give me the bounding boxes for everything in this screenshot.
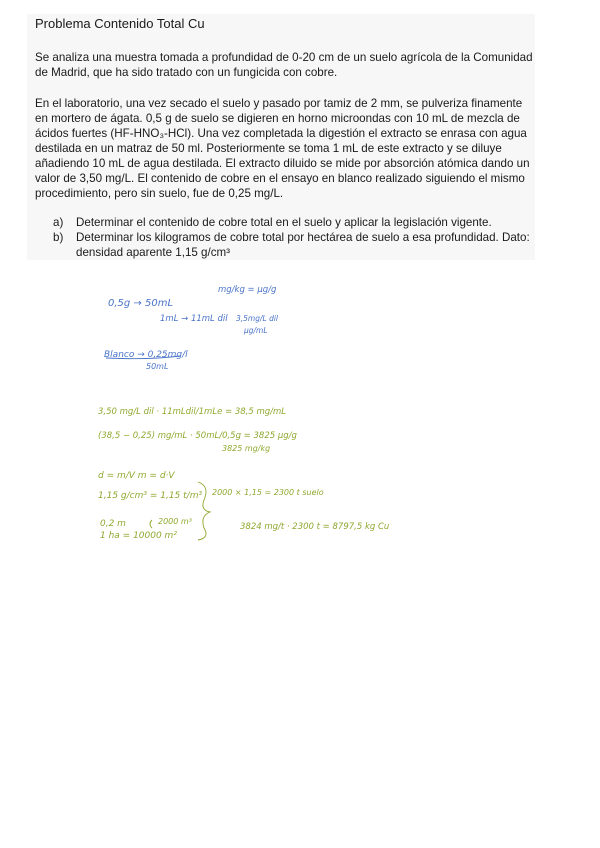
hw-calc-1: 3,50 mg/L dil · 11mLdil/1mLe = 38,5 mg/mL — [98, 407, 287, 417]
hw-density-value: 1,15 g/cm³ = 1,15 t/m³ — [98, 491, 203, 501]
hw-volume: 2000 m³ — [158, 517, 192, 526]
question-letter: a) — [53, 216, 64, 229]
question-text: Determinar el contenido de cobre total en el suelo y aplicar la legislación vigente. — [76, 216, 492, 229]
hw-blank-volume: 50mL — [146, 362, 169, 371]
question-letter: b) — [53, 231, 64, 244]
hw-density-formula: d = m/V m = d·V — [98, 471, 175, 481]
hw-result: 3825 mg/kg — [222, 444, 271, 453]
hw-calc-2: (38,5 − 0,25) mg/mL · 50mL/0,5g = 3825 µg/g — [98, 431, 297, 441]
hw-depth: 0,2 m — [100, 519, 126, 529]
hw-hectare: 1 ha = 10000 m² — [100, 531, 177, 541]
hw-small-brace — [150, 520, 152, 528]
hw-soil-mass: 2000 × 1,15 = 2300 t suelo — [212, 488, 324, 497]
paragraph-intro: Se analiza una muestra tomada a profundidad de 0-20 cm de un suelo agrícola de la Comunidad de Madrid, que ha sido tratado con un fungicida con cobre. — [35, 51, 533, 79]
hw-unit: µg/mL — [244, 326, 268, 335]
hw-sample-volume: 0,5g → 50mL — [108, 298, 174, 309]
hw-final-result: 3824 mg/t · 2300 t = 8797,5 kg Cu — [240, 522, 390, 532]
question-text: Determinar los kilogramos de cobre total por hectárea de suelo a esa profundidad. Dato: densidad aparente 1,15 g/cm³ — [76, 231, 530, 259]
hw-dilution: 1mL → 11mL dil — [160, 314, 228, 324]
hw-blank: Blanco → 0,25mg/l — [104, 350, 188, 360]
paragraph-procedure: En el laboratorio, una vez secado el suelo y pasado por tamiz de 2 mm, se pulveriza finamente en mortero de ágata. 0,5 g de suelo se digieren en horno microondas con 10 mL de mezcla de ácidos fuertes (HF-HNO₃-HCl). Una vez completada la digestión el extracto se enrasa con agua destilada en un matraz de 50 ml. Posteriormente se toma 1 mL de este extracto y se diluye añadiendo 10 mL de agua destilada. El extracto diluido se mide por absorción atómica dando un valor de 3,50 mg/L. El contenido de cobre en el ensayo en blanco realizado siguiendo el mismo procedimiento, pero sin suelo, fue de 0,25 mg/L. — [35, 97, 530, 200]
hw-unit-note: mg/kg = µg/g — [218, 285, 277, 295]
hw-measured-conc: 3,5mg/L dil — [236, 314, 279, 323]
problem-title: Problema Contenido Total Cu — [35, 16, 205, 31]
